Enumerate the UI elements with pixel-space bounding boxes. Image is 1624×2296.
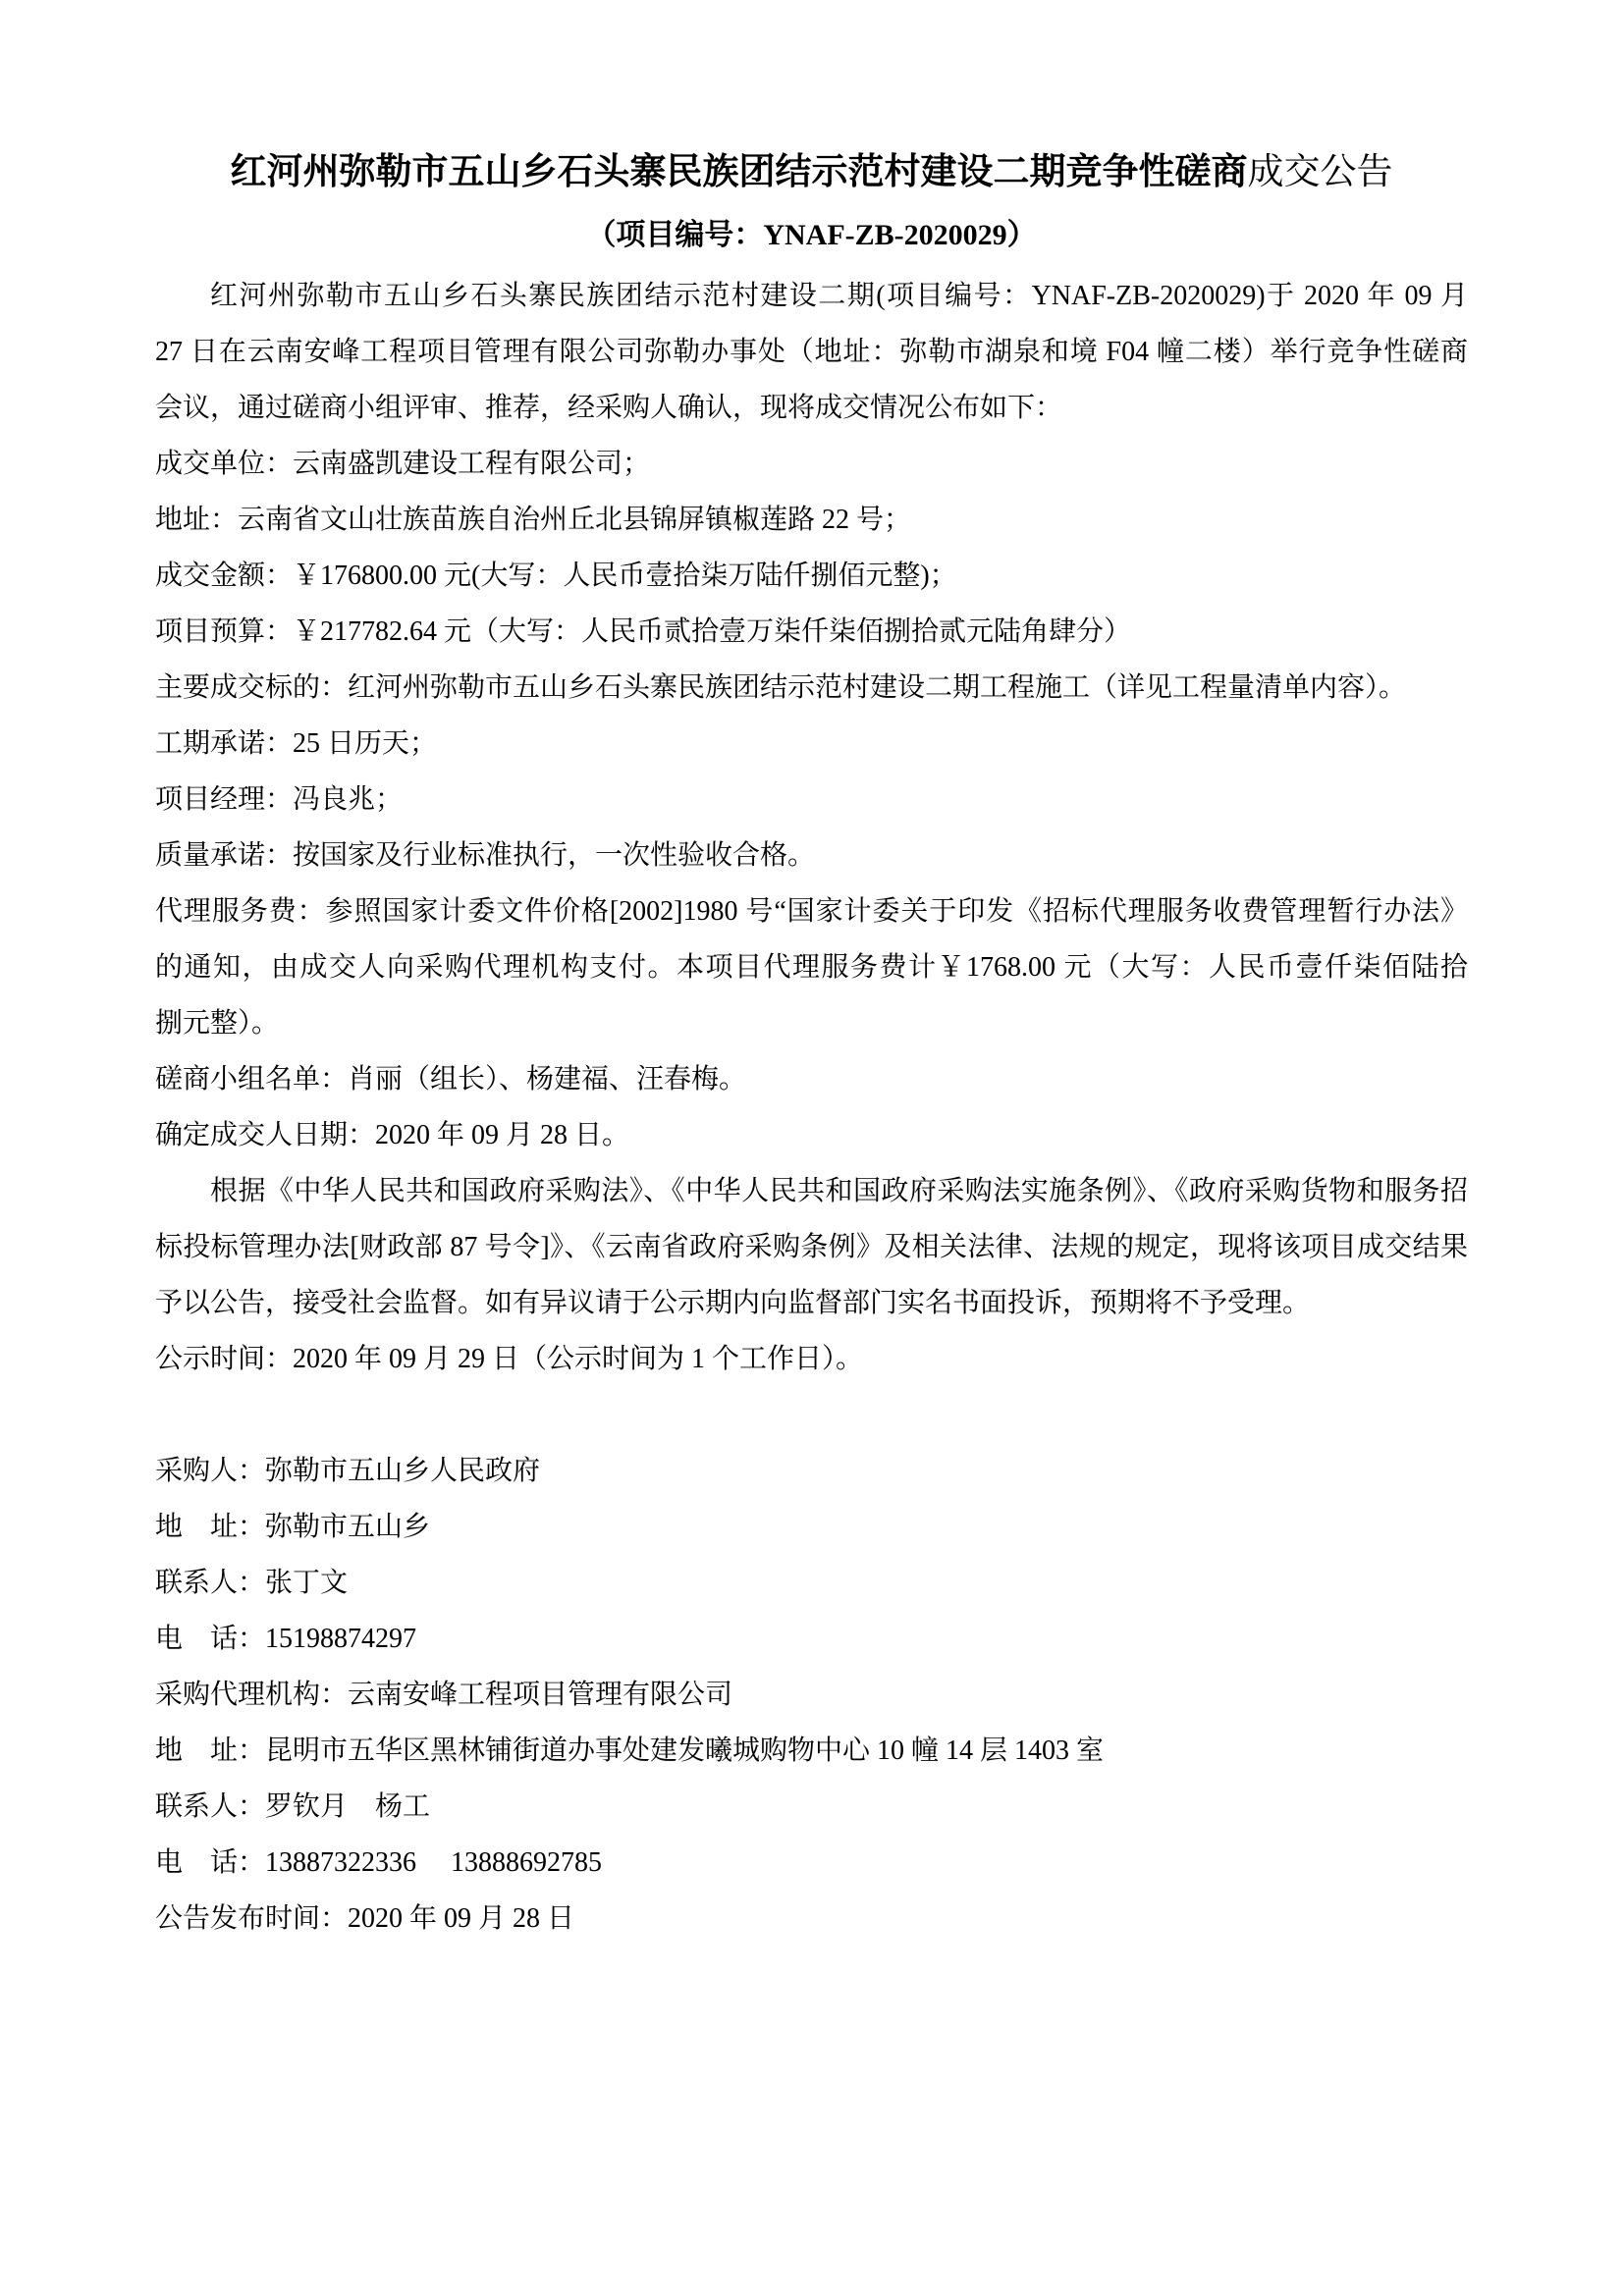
agency-address-line: 地 址：昆明市五华区黑林铺街道办事处建发曦城购物中心 10 幢 14 层 1403 室: [155, 1735, 1105, 1766]
blank-line: [155, 1387, 1468, 1443]
legal-basis-line-3: 予以公告，接受社会监督。如有异议请于公示期内向监督部门实名书面投诉，预期将不予受理。: [155, 1288, 1311, 1318]
purchaser-address-line: 地 址：弥勒市五山乡: [155, 1512, 431, 1542]
award-amount-line: 成交金额：￥176800.00 元(大写：人民币壹拾柒万陆仟捌佰元整)；: [155, 561, 957, 591]
agency-fee-line-3: 捌元整）。: [155, 1008, 280, 1039]
winner-address-line: 地址：云南省文山壮族苗族自治州丘北县锦屏镇椒莲路 22 号；: [155, 505, 912, 535]
agency-fee-line-1: 代理服务费：参照国家计委文件价格[2002]1980 号“国家计委关于印发《招标代理服务收费管理暂行办法》: [155, 896, 1468, 927]
page-title: [155, 149, 1468, 196]
duration-commitment-line: 工期承诺：25 日历天；: [155, 728, 438, 759]
legal-basis-line-1: 根据《中华人民共和国政府采购法》、《中华人民共和国政府采购法实施条例》、《政府采购货物和服务招: [210, 1176, 1468, 1206]
agency-phone-line: 电 话：13887322336 13888692785: [155, 1847, 603, 1878]
quality-commitment-line: 质量承诺：按国家及行业标准执行，一次性验收合格。: [155, 840, 816, 871]
intro-line-2: 27 日在云南安峰工程项目管理有限公司弥勒办事处（地址：弥勒市湖泉和境 F04 幢二楼）举行竞争性磋商: [155, 337, 1468, 367]
agency-fee-line-2: 的通知，由成交人向采购代理机构支付。本项目代理服务费计￥1768.00 元（大写：人民币壹仟柒佰陆拾: [155, 952, 1468, 983]
purchaser-contact-line: 联系人：张丁文: [155, 1568, 349, 1598]
winner-line: 成交单位：云南盛凯建设工程有限公司；: [155, 449, 651, 479]
publicity-period-line: 公示时间：2020 年 09 月 29 日（公示时间为 1 个工作日）。: [155, 1344, 864, 1374]
panel-members-line: 磋商小组名单：肖丽（组长）、杨建福、汪春梅。: [155, 1064, 747, 1095]
publish-date-line: 公告发布时间：2020 年 09 月 28 日: [155, 1903, 575, 1934]
project-manager-line: 项目经理：冯良兆；: [155, 784, 404, 815]
intro-line-3: 会议，通过磋商小组评审、推荐，经采购人确认，现将成交情况公布如下：: [155, 393, 1063, 423]
page-title-bold-part: 红河州弥勒市五山乡石头寨民族团结示范村建设二期竞争性磋商: [230, 152, 1248, 192]
purchaser-line: 采购人：弥勒市五山乡人民政府: [155, 1456, 541, 1486]
agency-contact-line: 联系人：罗钦月 杨工: [155, 1791, 431, 1822]
page-title-regular-part: 成交公告: [1247, 152, 1393, 192]
project-budget-line: 项目预算：￥217782.64 元（大写：人民币贰拾壹万柒仟柒佰捌拾贰元陆角肆分）: [155, 616, 1132, 647]
award-subject-line: 主要成交标的：红河州弥勒市五山乡石头寨民族团结示范村建设二期工程施工（详见工程量清单内容）。: [155, 672, 1407, 703]
project-number-subtitle: （项目编号：YNAF-ZB-2020029）: [586, 219, 1037, 251]
document-body: [155, 268, 1468, 1947]
agency-line: 采购代理机构：云南安峰工程项目管理有限公司: [155, 1680, 733, 1710]
purchaser-phone-line: 电 话：15198874297: [155, 1624, 417, 1654]
document-content: [155, 149, 1468, 1947]
award-date-line: 确定成交人日期：2020 年 09 月 28 日。: [155, 1120, 630, 1150]
intro-line-1: 红河州弥勒市五山乡石头寨民族团结示范村建设二期(项目编号：YNAF-ZB-2020029)于 2020 年 09 月: [210, 281, 1468, 311]
legal-basis-line-2: 标投标管理办法[财政部 87 号令]》、《云南省政府采购条例》及相关法律、法规的规定，现将该项目成交结果: [155, 1232, 1468, 1262]
